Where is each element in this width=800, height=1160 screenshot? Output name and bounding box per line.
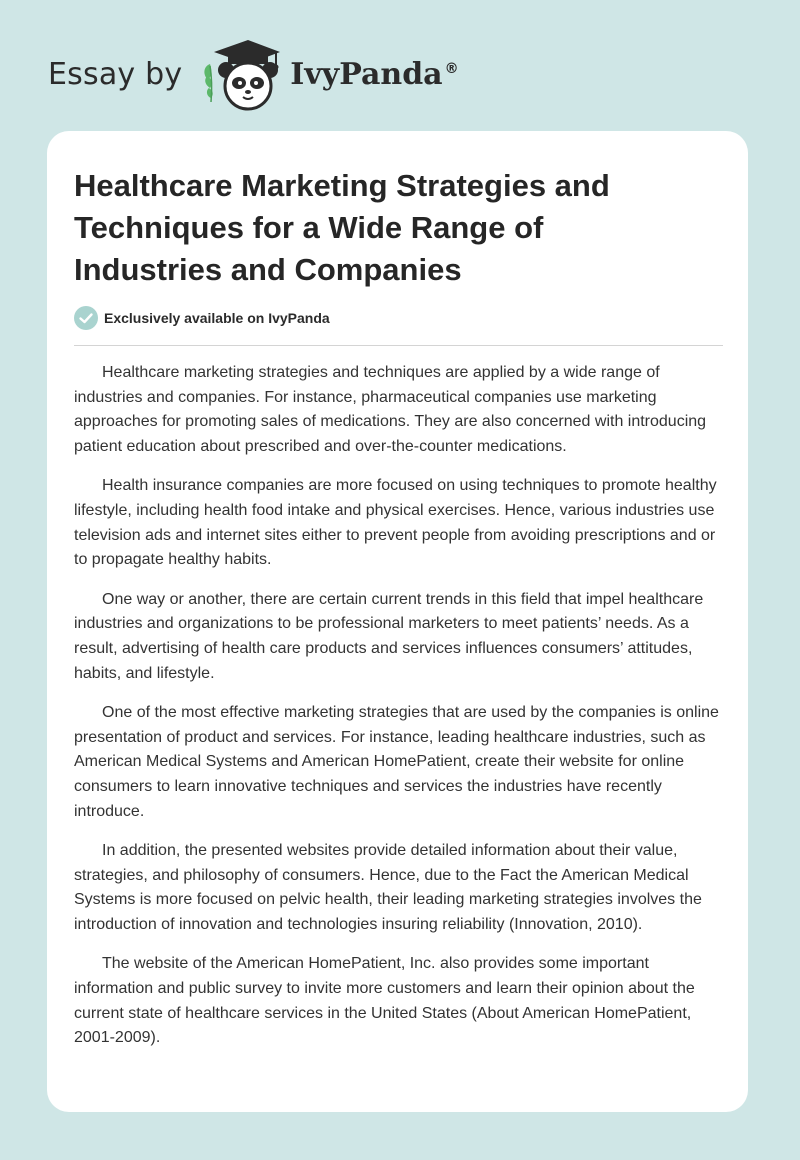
paragraph: One way or another, there are certain current trends in this field that impel healthcare industries and organizations to be professional marketers to meet patients’ needs. As a result, advertising of health care products and services influences consumers’ attitudes, habits, and lifestyle. <box>74 590 704 682</box>
panda-graduate-icon[interactable] <box>198 36 282 112</box>
site-header <box>48 34 459 114</box>
essay-body <box>74 361 726 1066</box>
essay-card <box>47 131 748 1112</box>
paragraph: Health insurance companies are more focused on using techniques to promote healthy lifestyle, including health food intake and physical exercises. Hence, various industries use television ads and internet sites either to prevent people from avoiding prescriptions and or to propagate healthy habits. <box>74 477 717 569</box>
check-badge-icon <box>74 306 98 330</box>
exclusive-badge <box>74 306 330 330</box>
exclusive-label: Exclusively available on IvyPanda <box>104 310 330 326</box>
essay-title: Healthcare Marketing Strategies and Techniques for a Wide Range of Industries and Companies <box>74 168 610 287</box>
paragraph: In addition, the presented websites provide detailed information about their value, strategies, and philosophy of consumers. Hence, due to the Fact the American Medical Systems is more focused on pelvic health, their leading marketing strategies involves the introduction of innovation and technologies insuring reliability (Innovation, 2010). <box>74 842 702 933</box>
title-divider <box>74 345 723 346</box>
registered-mark: ® <box>444 60 459 77</box>
paragraph: Healthcare marketing strategies and techniques are applied by a wide range of industries and companies. For instance, pharmaceutical companies use marketing approaches for promoting sales of medications. They are also concerned with introducing patient education about prescribed and over-the-counter medications. <box>74 364 707 455</box>
paragraph: One of the most effective marketing strategies that are used by the companies is online presentation of product and services. For instance, leading healthcare industries, such as American Medical Systems and American HomePatient, create their website for online consumers to learn innovative techniques and services the industries have recently introduce. <box>74 704 719 820</box>
brand-name: IvyPanda ® <box>290 56 459 92</box>
essay-by-label: Essay by <box>48 56 183 92</box>
paragraph: The website of the American HomePatient, Inc. also provides some important information and public survey to invite more customers and learn their opinion about the current state of healthcare services in the United States (About American HomePatient, 2001-2009). <box>74 955 695 1047</box>
